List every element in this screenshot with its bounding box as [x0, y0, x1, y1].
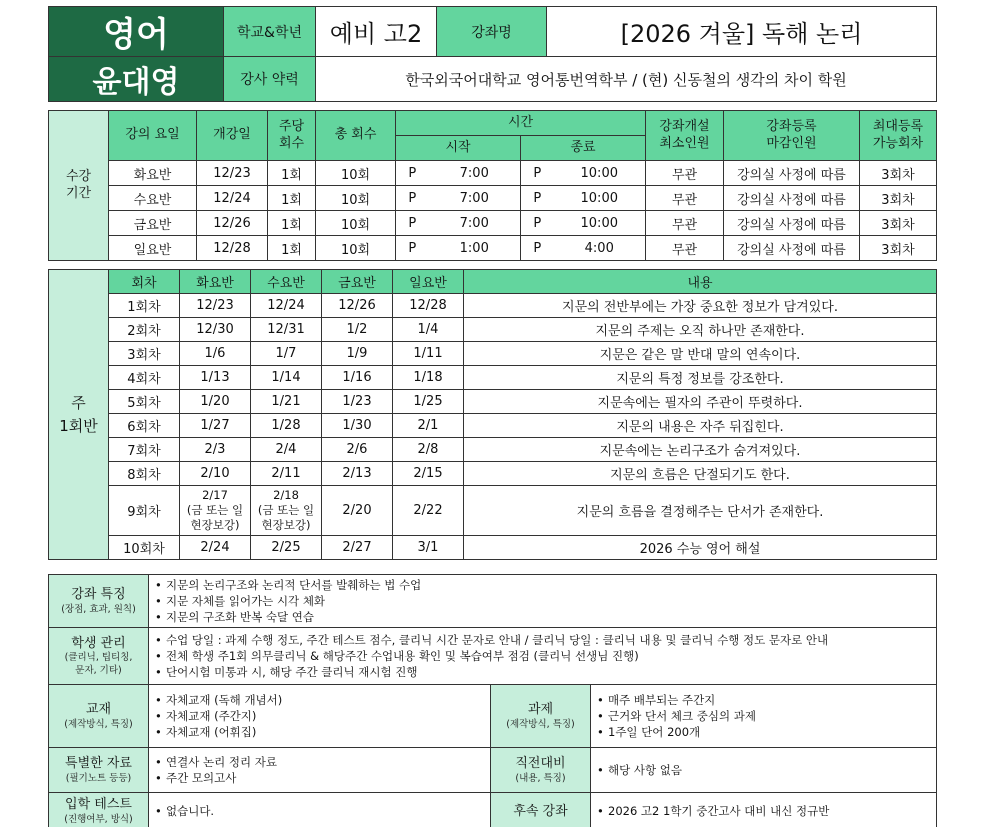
total: 10회: [316, 186, 396, 211]
exam-prep-list: [591, 748, 937, 793]
start-ampm: P: [396, 186, 429, 211]
session-no: 1회차: [109, 294, 180, 318]
session-row: [49, 366, 937, 390]
col-max-session: 최대등록 가능회차: [860, 111, 937, 161]
fri-date: 1/9: [322, 342, 393, 366]
total: 10회: [316, 236, 396, 261]
list-item: • 근거와 단서 체크 중심의 과제: [597, 708, 930, 724]
list-item: • 해당 사항 없음: [597, 762, 930, 778]
session-row: [49, 342, 937, 366]
col-time: 시간: [396, 111, 646, 136]
sun-date: 1/18: [393, 366, 464, 390]
session-content: 지문의 내용은 자주 뒤집힌다.: [464, 414, 937, 438]
fri-date: 1/30: [322, 414, 393, 438]
start-date: 12/23: [197, 161, 268, 186]
fri-date: 2/20: [322, 486, 393, 536]
end-time: 4:00: [554, 236, 646, 261]
col-total: 총 회수: [316, 111, 396, 161]
weekly: 1회: [268, 186, 316, 211]
sessions-section-label: 주 1회반: [49, 270, 109, 560]
session-content: 지문의 흐름은 단절되기도 한다.: [464, 462, 937, 486]
session-content: 지문의 주제는 오직 하나만 존재한다.: [464, 318, 937, 342]
fri-date: 2/6: [322, 438, 393, 462]
fri-date: 2/13: [322, 462, 393, 486]
list-item: • 연결사 논리 정리 자료: [155, 754, 484, 770]
list-item: • 자체교재 (독해 개념서): [155, 692, 484, 708]
list-item: • 1주일 단어 200개: [597, 724, 930, 740]
materials-list: [149, 748, 491, 793]
sun-date: 1/11: [393, 342, 464, 366]
col-time-start: 시작: [396, 136, 521, 161]
wed-date: 1/14: [251, 366, 322, 390]
session-row: [49, 462, 937, 486]
tue-date: 1/6: [180, 342, 251, 366]
sun-date: 3/1: [393, 536, 464, 560]
start-time: 7:00: [429, 161, 521, 186]
deadline: 강의실 사정에 따름: [724, 161, 860, 186]
session-content: 지문의 전반부에는 가장 중요한 정보가 담겨있다.: [464, 294, 937, 318]
session-row: [49, 294, 937, 318]
exam-prep-label: 직전대비 (내용, 특징): [491, 748, 591, 793]
fri-date: 1/2: [322, 318, 393, 342]
col-min-enrollment: 강좌개설 최소인원: [646, 111, 724, 161]
sun-date: 2/22: [393, 486, 464, 536]
day: 화요반: [109, 161, 197, 186]
total: 10회: [316, 211, 396, 236]
schedule-row: [49, 161, 937, 186]
features-label: 강좌 특징 (장점, 효과, 원칙): [49, 575, 149, 628]
list-item: • 2026 고2 1학기 중간고사 대비 내신 정규반: [597, 803, 930, 819]
course-label: 강좌명: [437, 7, 547, 57]
grade-value: 예비 고2: [316, 7, 437, 57]
start-ampm: P: [396, 236, 429, 261]
min-enrollment: 무관: [646, 186, 724, 211]
session-content: 지문속에는 필자의 주관이 뚜렷하다.: [464, 390, 937, 414]
sun-date: 1/25: [393, 390, 464, 414]
session-content: 2026 수능 영어 해설: [464, 536, 937, 560]
profile-label: 강사 약력: [224, 57, 316, 102]
wed-date: 1/28: [251, 414, 322, 438]
teacher-name: 윤대영: [49, 57, 224, 102]
wed-date: 2/25: [251, 536, 322, 560]
schedule-row: [49, 186, 937, 211]
max-session: 3회차: [860, 186, 937, 211]
list-item: • 매주 배부되는 주간지: [597, 692, 930, 708]
materials-label: 특별한 자료 (필기노트 등등): [49, 748, 149, 793]
sun-date: 2/1: [393, 414, 464, 438]
col-session: 회차: [109, 270, 180, 294]
session-no: 10회차: [109, 536, 180, 560]
max-session: 3회차: [860, 236, 937, 261]
weekly: 1회: [268, 211, 316, 236]
start-time: 1:00: [429, 236, 521, 261]
list-item: • 단어시험 미통과 시, 해당 주간 클리닉 재시험 진행: [155, 664, 930, 680]
teacher-profile: 한국외국어대학교 영어통번역학부 / (현) 신동철의 생각의 차이 학원: [316, 57, 937, 102]
end-ampm: P: [521, 161, 554, 186]
tue-date: 1/20: [180, 390, 251, 414]
tue-date: 2/3: [180, 438, 251, 462]
min-enrollment: 무관: [646, 236, 724, 261]
max-session: 3회차: [860, 211, 937, 236]
start-time: 7:00: [429, 186, 521, 211]
followup-label: 후속 강좌: [491, 793, 591, 827]
textbook-list: [149, 685, 491, 748]
wed-date: 2/4: [251, 438, 322, 462]
tue-date: 1/27: [180, 414, 251, 438]
start-ampm: P: [396, 211, 429, 236]
followup-list: [591, 793, 937, 827]
session-row: [49, 438, 937, 462]
col-wed: 수요반: [251, 270, 322, 294]
course-title: [2026 겨울] 독해 논리: [547, 7, 937, 57]
wed-date: 2/18 (금 또는 일 현장보강): [251, 486, 322, 536]
start-date: 12/28: [197, 236, 268, 261]
session-row: [49, 318, 937, 342]
end-ampm: P: [521, 236, 554, 261]
sun-date: 12/28: [393, 294, 464, 318]
list-item: • 없습니다.: [155, 803, 484, 819]
session-no: 4회차: [109, 366, 180, 390]
col-day: 강의 요일: [109, 111, 197, 161]
weekly: 1회: [268, 236, 316, 261]
session-no: 7회차: [109, 438, 180, 462]
col-deadline: 강좌등록 마감인원: [724, 111, 860, 161]
start-ampm: P: [396, 161, 429, 186]
tue-date: 2/10: [180, 462, 251, 486]
sun-date: 2/8: [393, 438, 464, 462]
start-date: 12/26: [197, 211, 268, 236]
list-item: • 자체교재 (어휘집): [155, 724, 484, 740]
col-content: 내용: [464, 270, 937, 294]
total: 10회: [316, 161, 396, 186]
session-content: 지문의 특정 정보를 강조한다.: [464, 366, 937, 390]
header-table: [48, 6, 937, 102]
sun-date: 1/4: [393, 318, 464, 342]
end-time: 10:00: [554, 161, 646, 186]
list-item: • 지문의 구조화 반복 숙달 연습: [155, 609, 930, 625]
day: 금요반: [109, 211, 197, 236]
tue-date: 12/30: [180, 318, 251, 342]
fri-date: 1/23: [322, 390, 393, 414]
end-ampm: P: [521, 186, 554, 211]
min-enrollment: 무관: [646, 211, 724, 236]
textbook-label: 교재 (제작방식, 특징): [49, 685, 149, 748]
col-tue: 화요반: [180, 270, 251, 294]
max-session: 3회차: [860, 161, 937, 186]
end-time: 10:00: [554, 186, 646, 211]
day: 수요반: [109, 186, 197, 211]
end-ampm: P: [521, 211, 554, 236]
session-no: 5회차: [109, 390, 180, 414]
list-item: • 주간 모의고사: [155, 770, 484, 786]
session-row: [49, 390, 937, 414]
deadline: 강의실 사정에 따름: [724, 211, 860, 236]
info-table: [48, 574, 937, 827]
session-row: [49, 486, 937, 536]
col-weekly: 주당 회수: [268, 111, 316, 161]
list-item: • 자체교재 (주간지): [155, 708, 484, 724]
list-item: • 지문의 논리구조와 논리적 단서를 발췌하는 법 수업: [155, 577, 930, 593]
management-label: 학생 관리 (클리닉, 팁티칭, 문자, 기타): [49, 628, 149, 685]
tue-date: 12/23: [180, 294, 251, 318]
fri-date: 12/26: [322, 294, 393, 318]
session-content: 지문속에는 논리구조가 숨겨져있다.: [464, 438, 937, 462]
wed-date: 1/7: [251, 342, 322, 366]
session-no: 9회차: [109, 486, 180, 536]
wed-date: 2/11: [251, 462, 322, 486]
deadline: 강의실 사정에 따름: [724, 236, 860, 261]
session-no: 3회차: [109, 342, 180, 366]
session-content: 지문은 같은 말 반대 말의 연속이다.: [464, 342, 937, 366]
day: 일요반: [109, 236, 197, 261]
wed-date: 12/24: [251, 294, 322, 318]
schedule-row: [49, 211, 937, 236]
management-list: [149, 628, 937, 685]
grade-label: 학교&학년: [224, 7, 316, 57]
start-date: 12/24: [197, 186, 268, 211]
session-row: [49, 414, 937, 438]
tue-date: 1/13: [180, 366, 251, 390]
list-item: • 전체 학생 주1회 의무클리닉 & 해당주간 수업내용 확인 및 복습여부 점검 (클리닉 선생님 진행): [155, 648, 930, 664]
session-no: 8회차: [109, 462, 180, 486]
col-start-date: 개강일: [197, 111, 268, 161]
schedule-section-label: 수강 기간: [49, 111, 109, 261]
end-time: 10:00: [554, 211, 646, 236]
entrance-test-label: 입학 테스트 (진행여부, 방식): [49, 793, 149, 827]
start-time: 7:00: [429, 211, 521, 236]
features-list: [149, 575, 937, 628]
homework-label: 과제 (제작방식, 특징): [491, 685, 591, 748]
session-no: 6회차: [109, 414, 180, 438]
subject-title: 영어: [49, 7, 224, 57]
weekly: 1회: [268, 161, 316, 186]
schedule-row: [49, 236, 937, 261]
list-item: • 수업 당일 : 과제 수행 정도, 주간 테스트 점수, 클리닉 시간 문자로 안내 / 클리닉 당일 : 클리닉 내용 및 클리닉 수행 정도 문자로 안내: [155, 632, 930, 648]
col-sun: 일요반: [393, 270, 464, 294]
tue-date: 2/24: [180, 536, 251, 560]
fri-date: 2/27: [322, 536, 393, 560]
entrance-test-list: [149, 793, 491, 827]
wed-date: 1/21: [251, 390, 322, 414]
wed-date: 12/31: [251, 318, 322, 342]
tue-date: 2/17 (금 또는 일 현장보강): [180, 486, 251, 536]
min-enrollment: 무관: [646, 161, 724, 186]
col-time-end: 종료: [521, 136, 646, 161]
session-no: 2회차: [109, 318, 180, 342]
session-row: [49, 536, 937, 560]
sessions-table: [48, 269, 937, 560]
schedule-table: [48, 110, 937, 261]
fri-date: 1/16: [322, 366, 393, 390]
list-item: • 지문 자체를 읽어가는 시각 체화: [155, 593, 930, 609]
homework-list: [591, 685, 937, 748]
sun-date: 2/15: [393, 462, 464, 486]
session-content: 지문의 흐름을 결정해주는 단서가 존재한다.: [464, 486, 937, 536]
deadline: 강의실 사정에 따름: [724, 186, 860, 211]
col-fri: 금요반: [322, 270, 393, 294]
